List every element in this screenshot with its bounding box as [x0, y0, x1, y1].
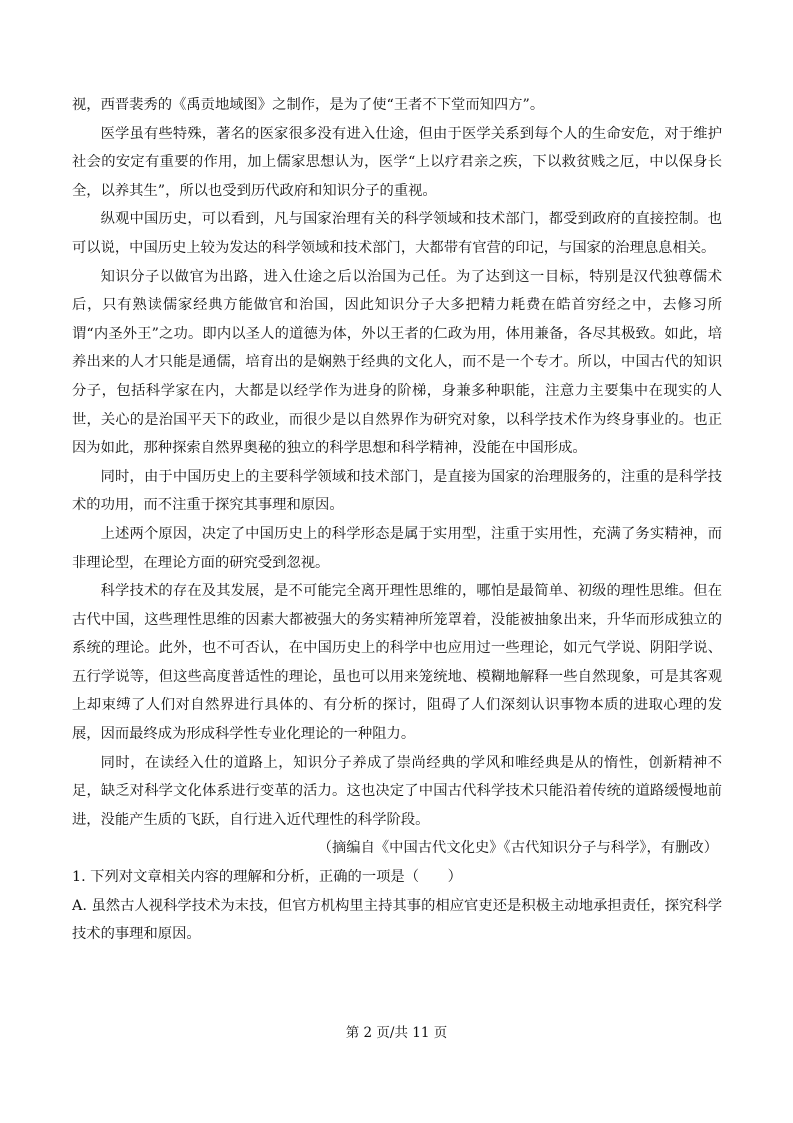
- question-stem: 1. 下列对文章相关内容的理解和分析，正确的一项是（ ）: [72, 869, 462, 886]
- paragraph-two-reasons: 上述两个原因，决定了中国历史上的科学形态是属于实用型，注重于实用性，充满了务实精神，而非理论型，在理论方面的研究受到忽视。: [72, 525, 722, 571]
- paragraph-continuation: 视，西晋裴秀的《禹贡地域图》之制作，是为了使“王者不下堂而知四方”。: [72, 97, 545, 113]
- paragraph-classics-inertia: 同时，在读经入仕的道路上，知识分子养成了崇尚经典的学风和唯经典是从的惰性，创新精神不足，缺乏对科学文化体系进行变革的活力。这也决定了中国古代科学技术只能沿着传统的道路缓慢地前进，没能产生质的飞跃，自行进入近代理性的科学阶段。: [72, 754, 722, 828]
- article-body: [72, 91, 722, 949]
- paragraph-history-overview: 纵观中国历史，可以看到，凡与国家治理有关的科学领域和技术部门，都受到政府的直接控制。也可以说，中国历史上较为发达的科学领域和技术部门，大都带有官营的印记，与国家的治理息息相关。: [72, 211, 722, 256]
- page-footer: 第 2 页/共 11 页: [345, 1025, 448, 1041]
- question-option-a: A. 虽然古人视科学技术为末技，但官方机构里主持其事的相应官吏还是积极主动地承担责任，探究科学技术的事理和原因。: [72, 897, 722, 943]
- paragraph-practical-focus: 同时，由于中国历史上的主要科学领域和技术部门，是直接为国家的治理服务的，注重的是科学技术的功用，而不注重于探究其事理和原因。: [72, 468, 722, 514]
- paragraph-medicine: 医学虽有些特殊，著名的医家很多没有进入仕途，但由于医学关系到每个人的生命安危，对于维护社会的安定有重要的作用，加上儒家思想认为，医学“上以疗君亲之疾，下以救贫贱之厄，中以保身长全，以养其生”，所以也受到历代政府和知识分子的重视。: [72, 125, 722, 199]
- paragraph-rational-thinking: 科学技术的存在及其发展，是不可能完全离开理性思维的，哪怕是最简单、初级的理性思维。但在古代中国，这些理性思维的因素大都被强大的务实精神所笼罩着，没能被抽象出来，升华而形成独立的系统的理论。此外，也不可否认，在中国历史上的科学中也应用过一些理论，如元气学说、阴阳学说、五行学说等，但这些高度普适性的理论，虽也可以用来笼统地、模糊地解释一些自然现象，可是其客观上却束缚了人们对自然界进行具体的、有分析的探讨，阻碍了人们深刻认识事物本质的进取心理的发展，因而最终成为形成科学性专业化理论的一种阻力。: [72, 583, 722, 743]
- source-citation: （摘编自《中国古代文化史》《古代知识分子与科学》，有删改）: [317, 840, 718, 857]
- paragraph-scholars: 知识分子以做官为出路，进入仕途之后以治国为己任。为了达到这一目标，特别是汉代独尊儒术后，只有熟读儒家经典方能做官和治国，因此知识分子大多把精力耗费在皓首穷经之中，去修习所谓“内圣外王”之功。即内以圣人的道德为体，外以王者的仁政为用，体用兼备，各尽其极致。如此，培养出来的人才只能是通儒，培育出的是娴熟于经典的文化人，而不是一个专才。所以，中国古代的知识分子，包括科学家在内，大都是以经学作为进身的阶梯，身兼多种职能，注意力主要集中在现实的人世，关心的是治国平天下的政业，而很少是以自然界作为研究对象，以科学技术作为终身事业的。也正因为如此，那种探索自然界奥秘的独立的科学思想和科学精神，没能在中国形成。: [72, 268, 722, 457]
